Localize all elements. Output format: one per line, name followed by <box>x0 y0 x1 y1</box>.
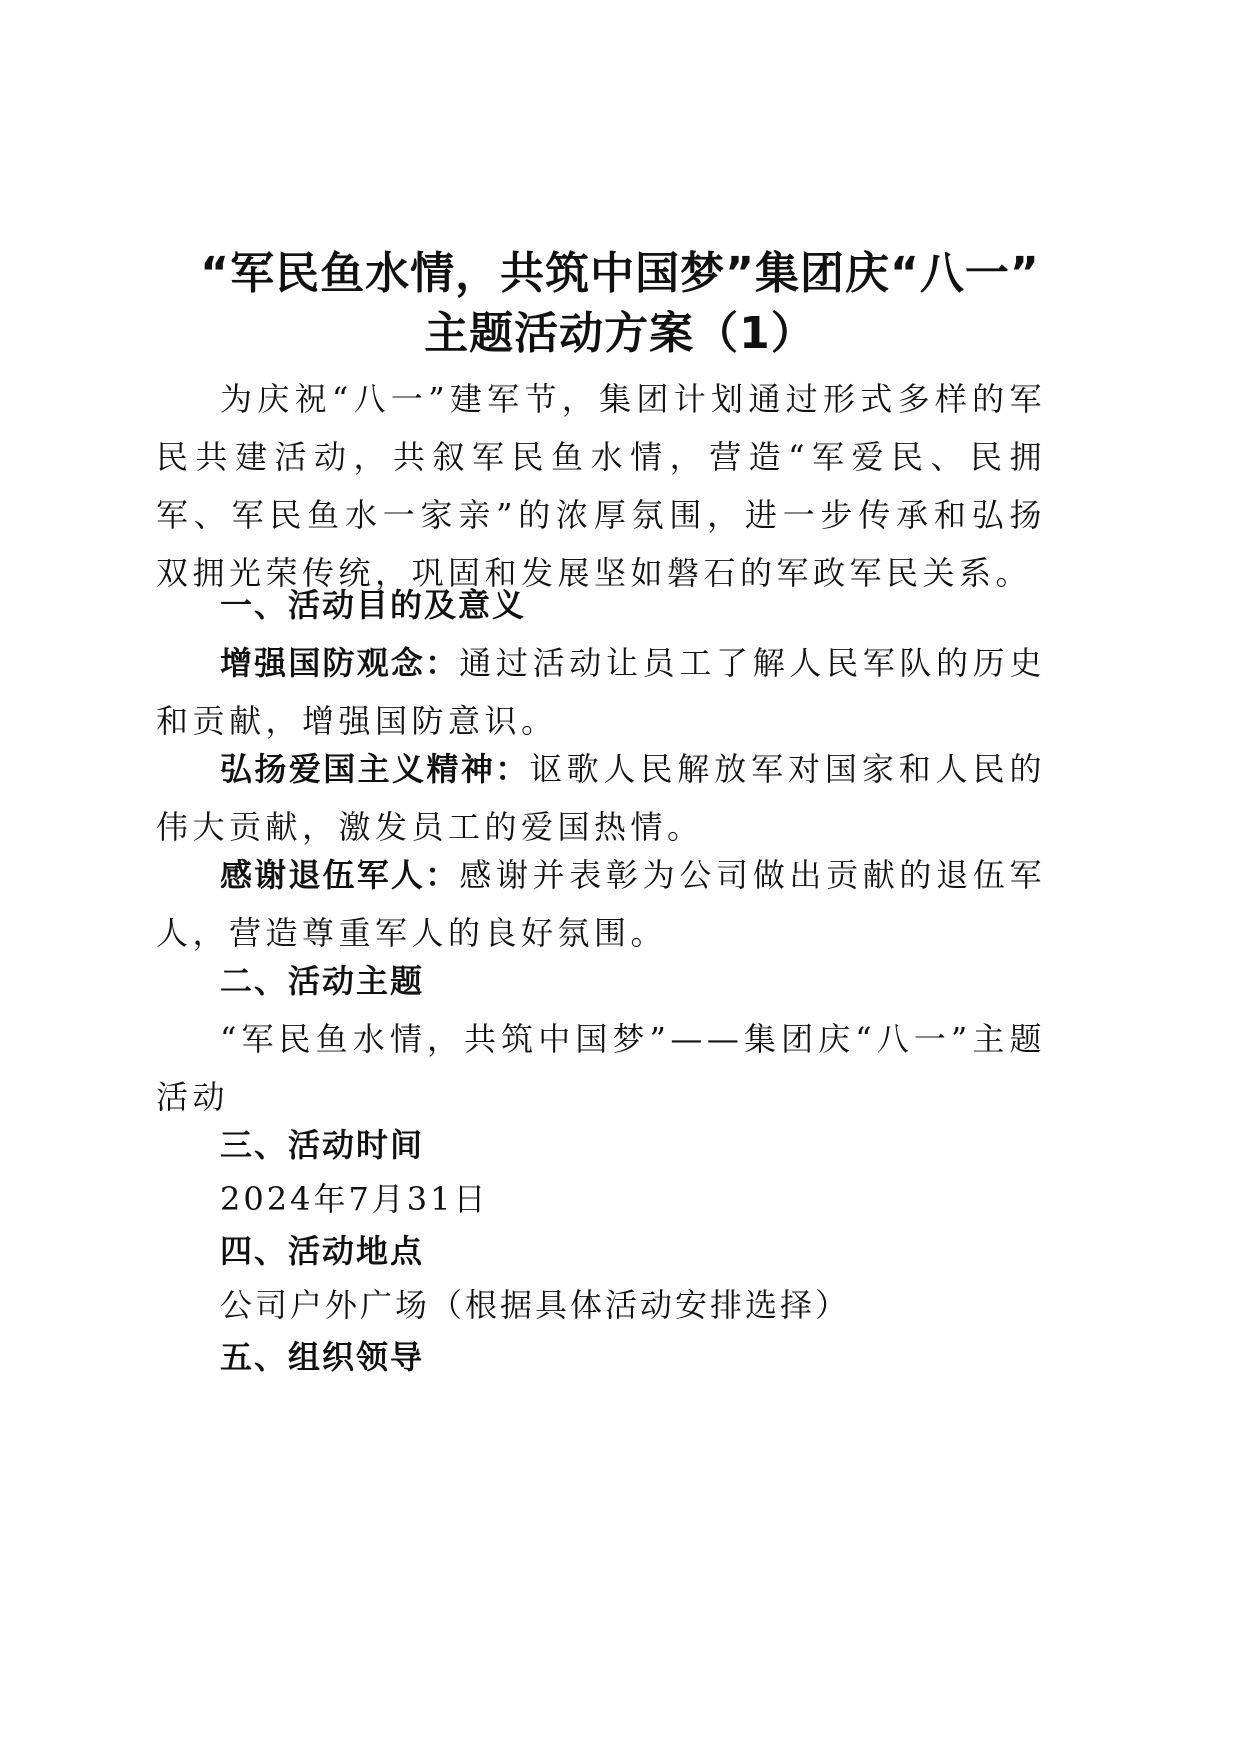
item-3-lead: 感谢退伍军人： <box>220 856 460 894</box>
section-4-text: 公司户外广场（根据具体活动安排选择） <box>220 1286 851 1324</box>
section-1-heading: 一、活动目的及意义 <box>220 586 527 624</box>
section-5-heading: 五、组织领导 <box>220 1338 425 1376</box>
intro-text: 为庆祝“八一”建军节，集团计划通过形式多样的军民共建活动，共叙军民鱼水情，营造“军爱民、民拥军、军民鱼水一家亲”的浓厚氛围，进一步传承和弘扬双拥光荣传统，巩固和发展坚如磐石的军政军民关系。 <box>156 380 1046 592</box>
section-1-item-1 <box>156 634 1046 750</box>
section-2-body <box>156 1010 1046 1126</box>
section-3-text: 2024年7月31日 <box>220 1180 489 1218</box>
section-1-item-3 <box>156 846 1046 962</box>
section-1-item-2 <box>156 740 1046 856</box>
section-2-heading: 二、活动主题 <box>220 962 425 1000</box>
section-2-text: “军民鱼水情，共筑中国梦”——集团庆“八一”主题活动 <box>156 1020 1046 1116</box>
item-1-text: 通过活动让员工了解人民军队的历史和贡献，增强国防意识。 <box>156 644 1046 740</box>
section-3-heading: 三、活动时间 <box>220 1126 425 1164</box>
section-4-heading: 四、活动地点 <box>220 1232 425 1270</box>
item-1-lead: 增强国防观念： <box>220 644 460 682</box>
item-3-text: 感谢并表彰为公司做出贡献的退伍军人，营造尊重军人的良好氛围。 <box>156 856 1046 952</box>
intro-paragraph <box>156 370 1046 602</box>
document-title-line-1: “军民鱼水情，共筑中国梦”集团庆“八一” <box>200 248 1040 299</box>
document-title-line-2: 主题活动方案（1） <box>424 308 816 359</box>
item-2-lead: 弘扬爱国主义精神： <box>220 750 530 788</box>
item-2-text: 讴歌人民解放军对国家和人民的伟大贡献，激发员工的爱国热情。 <box>156 750 1046 846</box>
